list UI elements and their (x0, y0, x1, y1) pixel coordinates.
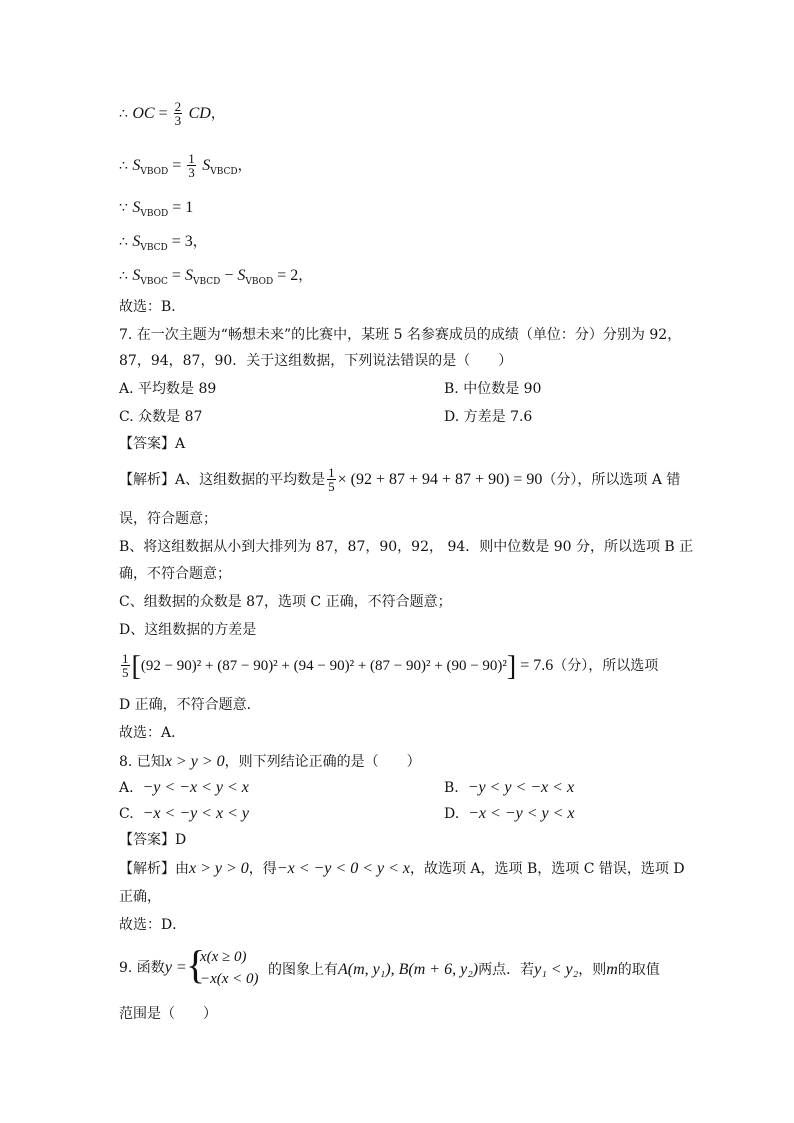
line-area-boc: ∴ $S_{VBOC} = S_{VBCD} - S_{VBOD} = 2$， (119, 267, 313, 287)
therefore-symbol: ∴ (119, 106, 128, 122)
q8-option-a: A. −y < −x < y < x (119, 779, 249, 796)
q7-analysis-line8: D 正确，不符合题意． (119, 697, 261, 713)
fraction-one-fifth: $\frac{1}{5}$ (328, 465, 335, 494)
q8-answer: 【答案】D (119, 832, 187, 848)
because-symbol: ∵ (119, 200, 128, 216)
q8-option-c: C. −x < −y < x < y (119, 805, 249, 822)
segment-cd: CD (188, 105, 211, 122)
q7-answer: 【答案】A (119, 436, 186, 452)
q7-option-a: A. 平均数是 89 (119, 381, 217, 397)
q9-y-equals: y = (164, 959, 187, 976)
piecewise-case1: x(x ≥ 0) (200, 949, 247, 965)
fraction-one-third: $\frac{1}{3}$ (188, 151, 195, 180)
choose-line-q6: 故选：B． (119, 299, 186, 315)
variance-expression: (92 − 90)² + (87 − 90)² + (94 − 90)² + (87 − 90)² + (90 − 90)² (140, 658, 507, 674)
mean-expression: × (92 + 87 + 94 + 87 + 90) = 90 (337, 471, 543, 488)
q7-option-b: B. 中位数是 90 (444, 381, 542, 397)
q7-analysis-line1: 【解析】A、这组数据的平均数是 $\frac{1}{5}$ × (92 + 87 + 94 + 87 + 90) = 90（分），所以选项 A 错 (119, 465, 681, 494)
q7-analysis-line5: C、组数据的众数是 87，选项 C 正确，不符合题意； (119, 594, 452, 610)
choose-line-q7: 故选：A． (119, 725, 186, 741)
q8-option-d: D. −x < −y < y < x (444, 805, 575, 822)
q7-option-c: C. 众数是 87 (119, 409, 203, 425)
line-area-bcd: ∴ $S_{VBCD} = 3$， (119, 233, 207, 253)
variance-formula: $\frac{1}{5}$ [(92 − 90)² + (87 − 90)² + (94 − 90)² + (87 − 90)² + (90 − 90)²] = 7.6（分），所以选项 (122, 651, 659, 682)
q7-analysis-line6: D、这组数据的方差是 (119, 622, 257, 638)
q8-condition: x > y > 0 (164, 753, 225, 770)
q7-analysis-line2: 误，符合题意； (119, 511, 217, 527)
q9-stem-line2: 范围是（ ） (119, 1006, 217, 1022)
q8-inequality: −x < −y < 0 < y < x (276, 860, 410, 877)
q9-condition: y₁ < y₂ (534, 961, 579, 978)
piecewise-brace: { (186, 942, 206, 987)
segment-oc: OC (132, 105, 155, 122)
line-area-ratio: ∴ $S_{VBOD}$ = $\frac{1}{3}$ $S_{VBCD}$， (119, 151, 252, 180)
q9-points: A(m, y₁), B(m + 6, y₂) (338, 961, 479, 978)
piecewise-case2: −x(x < 0) (200, 971, 259, 987)
q9-stem-prefix: 9. 函数y = (119, 959, 187, 976)
q9-stem-rest: 的图象上有A(m, y₁), B(m + 6, y₂)两点．若y₁ < y₂，则m的取值 (268, 961, 660, 978)
q8-option-b: B. −y < y < −x < x (444, 779, 575, 796)
q7-option-d: D. 方差是 7.6 (444, 409, 533, 425)
fraction-two-thirds: $\frac{2}{3}$ (174, 99, 182, 128)
q8-analysis-line2: 正确， (119, 889, 161, 905)
q8-stem: 8. 已知x > y > 0，则下列结论正确的是（ ） (119, 753, 421, 770)
q7-analysis-line4: 确，不符合题意； (119, 566, 231, 582)
q7-analysis-line3: B、将这组数据从小到大排列为 87，87，90，92， 94．则中位数是 90 分，所以选项 B 正 (119, 539, 694, 555)
q7-stem-line2: 87，94，87，90．关于这组数据，下列说法错误的是（ ） (119, 353, 513, 369)
choose-line-q8: 故选：D． (119, 917, 187, 933)
line-oc-ratio: ∴ OC = $\frac{2}{3}$ CD， (119, 99, 225, 128)
line-given-area: ∵ $S_{VBOD} = 1$ (119, 199, 194, 219)
q7-stem-line1: 7. 在一次主题为“畅想未来”的比赛中，某班 5 名参赛成员的成绩（单位：分）分别为 92， (119, 327, 682, 343)
fraction-one-fifth: $\frac{1}{5}$ (122, 651, 129, 680)
q8-analysis-line1: 【解析】由x > y > 0，得−x < −y < 0 < y < x，故选项 A，选项 B，选项 C 错误，选项 D (119, 860, 685, 877)
